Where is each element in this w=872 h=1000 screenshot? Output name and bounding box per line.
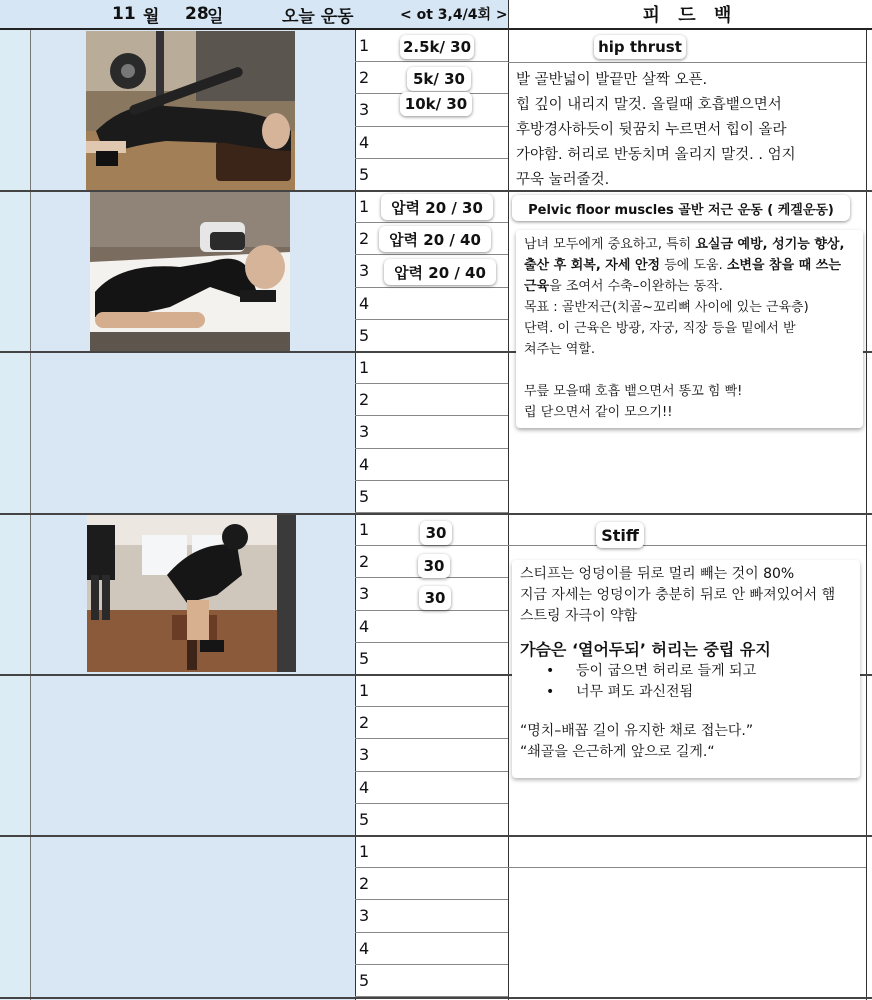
stiff-photo [87, 515, 296, 672]
feedback-divider [508, 867, 866, 868]
set-value: 압력 20 / 30 [381, 194, 493, 220]
note-paragraph [524, 234, 855, 297]
hip-thrust-photo [86, 31, 295, 190]
left-margin-column [0, 30, 30, 1000]
note-line: 힙 깊이 내리지 말것. 올릴때 호흡뱉으면서 [516, 97, 782, 113]
exercise-name: Pelvic floor muscles 골반 저근 운동 ( 케겔운동) [512, 195, 850, 221]
today-label: 오늘 운동 [282, 6, 354, 27]
set-row-number: 2 [355, 62, 508, 94]
bullet-item [520, 661, 852, 682]
set-value: 2.5k/ 30 [400, 35, 474, 59]
note-line: 목표 : 골반저근(치골~꼬리뼈 사이에 있는 근육층) [524, 300, 809, 315]
stiff-notes [512, 560, 860, 778]
divider [508, 0, 509, 1000]
set-row-number: 5 [355, 320, 508, 352]
set-row-number: 4 [355, 933, 508, 965]
note-line: 단력. 이 근육은 방광, 자궁, 직장 등을 밑에서 받 [524, 321, 796, 336]
set-value: 30 [420, 521, 452, 545]
note-text: 등에 도움. [660, 258, 727, 273]
note-text: 을 조여서 수축–이완하는 동작. [549, 279, 723, 294]
set-row-number: 1 [355, 836, 508, 868]
set-row-number: 5 [355, 159, 508, 191]
pelvic-floor-photo [90, 192, 290, 351]
set-row-number: 4 [355, 127, 508, 159]
month: 11 [112, 4, 136, 24]
divider [866, 30, 867, 1000]
set-row-number: 1 [355, 514, 508, 546]
note-line: 스트링 자극이 약함 [520, 608, 638, 624]
month-unit: 월 [143, 6, 160, 27]
set-value: 10k/ 30 [400, 92, 472, 116]
header-bar [0, 0, 508, 30]
note-emphasis: 요실금 예방, 성기능 향상, 출산 후 회복, 자세 안정 [524, 237, 845, 273]
set-row-number: 4 [355, 772, 508, 804]
bullet-item [520, 682, 852, 703]
set-row-number: 2 [355, 223, 508, 255]
note-line: 꾸욱 눌러줄것. [516, 172, 610, 188]
note-line: 지금 자세는 엉덩이가 충분히 뒤로 안 빠져있어서 햄 [520, 587, 836, 603]
set-row-number: 2 [355, 546, 508, 578]
day: 28 [185, 4, 209, 24]
set-row-number: 4 [355, 288, 508, 320]
hip-thrust-notes [516, 68, 856, 193]
set-row-number: 5 [355, 643, 508, 675]
set-value: 30 [418, 554, 450, 578]
note-line: 발 골반넓이 발끝만 살짝 오픈. [516, 72, 708, 88]
note-heading: 가슴은 ‘열어두되’ 허리는 중립 유지 [520, 640, 771, 659]
divider [30, 30, 31, 1000]
bullet-icon: • [546, 663, 555, 679]
set-value: 5k/ 30 [407, 67, 471, 91]
set-row-number: 2 [355, 707, 508, 739]
block-separator [0, 997, 872, 999]
block-separator [0, 835, 872, 837]
set-row-number: 4 [355, 611, 508, 643]
feedback-header: 피 드 백 [508, 0, 872, 30]
exercise-name: Stiff [596, 522, 644, 548]
note-line: 가야함. 허리로 반동치며 올리지 말것. . 엄지 [516, 147, 796, 163]
set-row-number: 1 [355, 675, 508, 707]
set-row-number: 3 [355, 578, 508, 610]
set-row-number: 1 [355, 191, 508, 223]
set-row-number: 2 [355, 868, 508, 900]
exercise-name: hip thrust [594, 35, 686, 59]
note-quote: “쇄골을 은근하게 앞으로 길게.“ [520, 744, 715, 760]
bullet-icon: • [546, 684, 555, 700]
note-line: 무릎 모을때 호흡 뱉으면서 똥꼬 힘 빡! [524, 384, 743, 399]
set-row-number: 5 [355, 804, 508, 836]
set-row-number: 1 [355, 352, 508, 384]
set-row-number: 1 [355, 30, 508, 62]
set-row-number: 4 [355, 449, 508, 481]
set-row-number: 3 [355, 94, 508, 126]
note-text: 남녀 모두에게 중요하고, 특히 [524, 237, 696, 252]
session-label: < ot 3,4/4회 > [400, 7, 508, 23]
set-row-number: 5 [355, 965, 508, 997]
set-value: 압력 20 / 40 [379, 226, 491, 252]
feedback-divider [508, 62, 866, 63]
set-row-number: 3 [355, 900, 508, 932]
set-row-number: 3 [355, 416, 508, 448]
note-line: 후방경사하듯이 뒷꿈치 누르면서 힙이 올라 [516, 122, 787, 138]
bullet-text: 너무 펴도 과신전됨 [576, 684, 694, 700]
note-line: 스티프는 엉덩이를 뒤로 멀리 빼는 것이 80% [520, 566, 795, 582]
set-row-number: 3 [355, 255, 508, 287]
note-line: 립 닫으면서 같이 모으기!! [524, 405, 673, 420]
set-row-number: 2 [355, 384, 508, 416]
set-value: 압력 20 / 40 [384, 259, 496, 285]
set-row-number: 3 [355, 739, 508, 771]
day-unit: 일 [207, 6, 224, 27]
set-row-number: 5 [355, 481, 508, 513]
feedback-divider [508, 545, 866, 546]
note-quote: “명치–배꼽 길이 유지한 채로 접는다.” [520, 723, 754, 739]
note-line [524, 360, 855, 381]
note-line: 쳐주는 역할. [524, 342, 596, 357]
set-value: 30 [419, 586, 451, 610]
bullet-text: 등이 굽으면 허리로 들게 되고 [576, 663, 757, 679]
note-emphasis: 소변을 참을 때 쓰는 근육 [524, 258, 841, 294]
pelvic-floor-notes [516, 230, 863, 428]
